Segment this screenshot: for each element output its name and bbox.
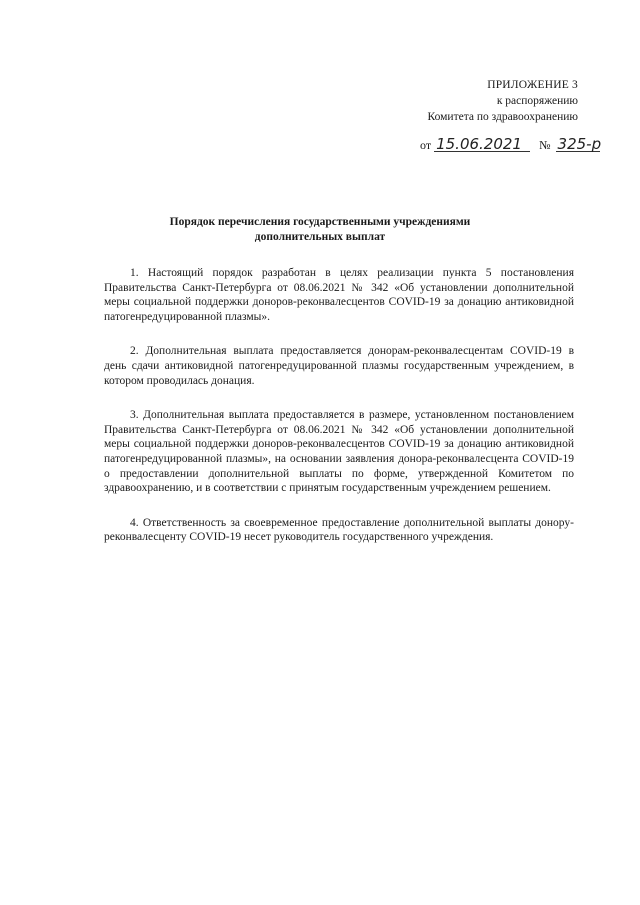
date-prefix: от bbox=[420, 138, 432, 152]
paragraph-4: 4. Ответственность за своевременное предоставление дополнительной выплаты донору-реконвалесценту COVID-19 несет руководитель государственного учреждения. bbox=[104, 516, 574, 544]
title-line-2: дополнительных выплат bbox=[254, 231, 386, 243]
handwritten-date: 15.06.2021 bbox=[434, 137, 530, 152]
handwritten-number: 325-р bbox=[557, 135, 602, 153]
paragraph-2: 2. Дополнительная выплата предоставляется донорам-реконвалесцентам COVID-19 в день сдачи антиковидной патогенредуцированной плазмы государственным учреждением, в котором проводилась донация. bbox=[104, 345, 574, 387]
order-reference bbox=[420, 137, 600, 153]
paragraph-3: 3. Дополнительная выплата предоставляется в размере, установленном постановлением Правительства Санкт-Петербурга от 08.06.2021 № 342 «Об установлении дополнительной меры социальной поддержки доноров-реконвалесцентов COVID-19 за донацию антиковидной патогенредуцированной плазмы», на основании заявления донора-реконвалесцента COVID-19 о предоставлении дополнительной выплаты по форме, утвержденной Комитетом по здравоохранению, и в соответствии с принятым государственным учреждением решением. bbox=[104, 409, 574, 495]
appendix-title: ПРИЛОЖЕНИЕ 3 bbox=[487, 79, 578, 91]
number-label: № bbox=[539, 138, 551, 152]
appendix-order-line: к распоряжению bbox=[496, 95, 578, 107]
title-line-1: Порядок перечисления государственными учреждениями bbox=[169, 216, 471, 228]
document-title bbox=[120, 215, 520, 245]
appendix-header bbox=[428, 77, 578, 125]
document-body bbox=[104, 266, 574, 565]
paragraph-1: 1. Настоящий порядок разработан в целях реализации пункта 5 постановления Правительства Санкт-Петербурга от 08.06.2021 № 342 «Об установлении дополнительной меры социальной поддержки доноров-реконвалесцентов COVID-19 за донацию антиковидной патогенредуцированной плазмы». bbox=[104, 267, 574, 323]
appendix-committee-line: Комитета по здравоохранению bbox=[427, 111, 578, 123]
